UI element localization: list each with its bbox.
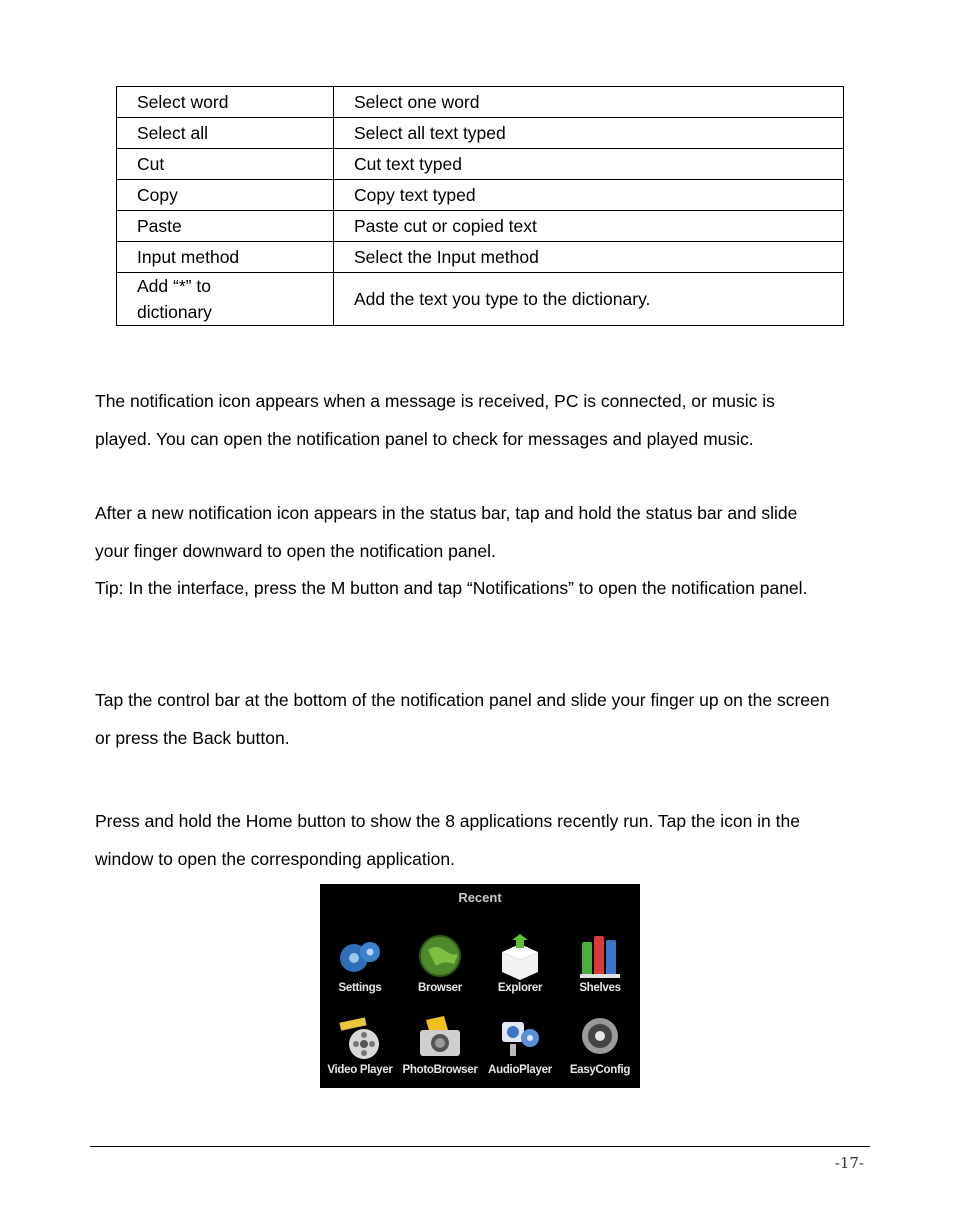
app-explorer[interactable] xyxy=(480,926,560,1006)
page-number: -17- xyxy=(834,1154,864,1172)
table-row xyxy=(117,211,844,242)
app-label: EasyConfig xyxy=(569,1064,631,1076)
app-label: AudioPlayer xyxy=(488,1064,552,1076)
table-row xyxy=(117,87,844,118)
app-audioplayer[interactable] xyxy=(480,1008,560,1088)
op-cell: Select all xyxy=(117,118,334,149)
globe-icon xyxy=(414,930,466,982)
desc-cell: Select all text typed xyxy=(334,118,844,149)
op-cell: Copy xyxy=(117,180,334,211)
desc-cell: Paste cut or copied text xyxy=(334,211,844,242)
app-browser[interactable] xyxy=(400,926,480,1006)
paragraph-open-panel: After a new notification icon appears in the status bar, tap and hold the status bar and slide your finger downward to open the notification panel. xyxy=(95,503,798,561)
table-row xyxy=(117,118,844,149)
op-cell: Input method xyxy=(117,242,334,273)
app-video-player[interactable] xyxy=(320,1008,400,1088)
desc-cell: Select the Input method xyxy=(334,242,844,273)
desc-cell: Add the text you type to the dictionary. xyxy=(334,273,844,326)
app-label: Settings xyxy=(338,982,382,994)
op-cell xyxy=(117,273,334,326)
desc-cell: Cut text typed xyxy=(334,149,844,180)
gear-icon xyxy=(334,930,386,982)
app-easyconfig[interactable] xyxy=(560,1008,640,1088)
op-cell-line: Add “*” to xyxy=(137,276,211,296)
app-shelves[interactable] xyxy=(560,926,640,1006)
op-cell: Cut xyxy=(117,149,334,180)
film-reel-icon xyxy=(334,1012,386,1064)
recent-title: Recent xyxy=(458,890,502,905)
app-settings[interactable] xyxy=(320,926,400,1006)
camera-icon xyxy=(414,1012,466,1064)
app-label: PhotoBrowser xyxy=(402,1064,478,1076)
desc-cell: Copy text typed xyxy=(334,180,844,211)
op-cell-line: dictionary xyxy=(137,302,212,322)
table-row xyxy=(117,180,844,211)
operations-table xyxy=(116,86,844,326)
app-label: Explorer xyxy=(497,982,543,994)
desc-cell: Select one word xyxy=(334,87,844,118)
paragraph-tip: Tip: In the interface, press the M button and tap “Notifications” to open the notification panel. xyxy=(95,578,808,598)
paragraph-close-panel: Tap the control bar at the bottom of the notification panel and slide your finger up on the screen or press the Back button. xyxy=(95,690,830,748)
app-label: Video Player xyxy=(327,1064,393,1076)
speaker-icon xyxy=(494,1012,546,1064)
paragraph-notification-icon: The notification icon appears when a message is received, PC is connected, or music is played. You can open the notification panel to check for messages and played music. xyxy=(95,391,775,449)
table-row xyxy=(117,273,844,326)
app-label: Browser xyxy=(418,982,462,994)
app-photobrowser[interactable] xyxy=(400,1008,480,1088)
footer-rule xyxy=(90,1146,870,1147)
dial-icon xyxy=(574,1012,626,1064)
op-cell: Paste xyxy=(117,211,334,242)
books-icon xyxy=(574,930,626,982)
table-row xyxy=(117,149,844,180)
recent-apps-screenshot xyxy=(320,884,640,1088)
app-label: Shelves xyxy=(579,982,621,994)
paragraph-recent-apps: Press and hold the Home button to show the 8 applications recently run. Tap the icon in the window to open the corresponding application. xyxy=(95,811,800,869)
box-icon xyxy=(494,930,546,982)
table-row xyxy=(117,242,844,273)
op-cell: Select word xyxy=(117,87,334,118)
